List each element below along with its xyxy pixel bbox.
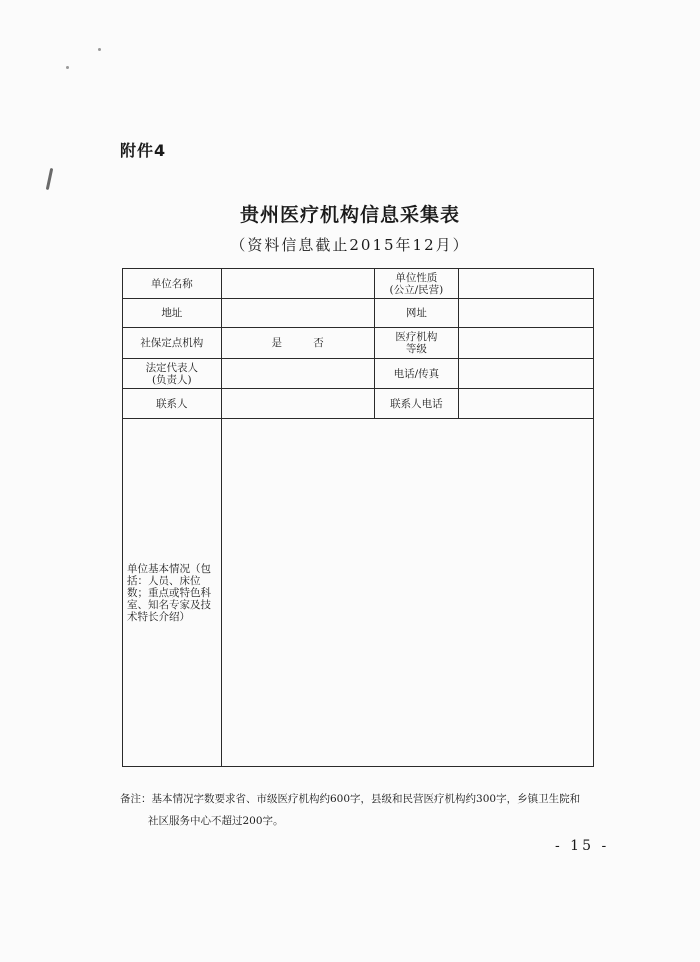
unit-nature-label bbox=[374, 269, 459, 299]
legal-rep-line1: 法定代表人 bbox=[145, 361, 199, 374]
form-title: 贵州医疗机构信息采集表 bbox=[239, 204, 460, 226]
basic-info-field[interactable] bbox=[221, 419, 593, 767]
level-field[interactable] bbox=[459, 328, 594, 359]
website-field[interactable] bbox=[459, 299, 594, 328]
unit-nature-line1: 单位性质 bbox=[395, 271, 438, 284]
footnote bbox=[120, 788, 610, 832]
basic-info-label: 单位基本情况（包括：人员、床位数；重点或特色科室、知名专家及技术特长介绍） bbox=[123, 419, 222, 767]
legal-rep-line2: (负责人) bbox=[151, 373, 192, 386]
unit-nature-field[interactable] bbox=[459, 269, 594, 299]
level-line1: 医疗机构 bbox=[395, 331, 438, 343]
contact-field[interactable] bbox=[221, 389, 374, 419]
address-label: 地址 bbox=[123, 299, 222, 328]
level-label bbox=[374, 328, 459, 359]
contact-phone-field[interactable] bbox=[459, 389, 594, 419]
level-line2: 等级 bbox=[405, 343, 427, 355]
social-insurance-yes-no[interactable]: 是 否 bbox=[221, 328, 374, 359]
phone-fax-field[interactable] bbox=[459, 359, 594, 389]
contact-label: 联系人 bbox=[123, 389, 222, 419]
unit-nature-line2: (公立/民营) bbox=[389, 283, 444, 296]
address-field[interactable] bbox=[221, 299, 374, 328]
social-insurance-label: 社保定点机构 bbox=[123, 328, 222, 359]
scan-speck bbox=[98, 48, 101, 51]
attachment-label: 附件4 bbox=[120, 141, 167, 160]
website-label: 网址 bbox=[374, 299, 459, 328]
unit-name-label: 单位名称 bbox=[123, 269, 222, 299]
scan-mark bbox=[46, 168, 54, 190]
page-number: - 15 - bbox=[555, 838, 610, 854]
footnote-line1: 备注：基本情况字数要求省、市级医疗机构约600字，县级和民营医疗机构约300字，乡镇卫生院和 bbox=[120, 793, 581, 805]
phone-fax-label: 电话/传真 bbox=[374, 359, 459, 389]
scan-speck bbox=[66, 66, 69, 69]
contact-phone-label: 联系人电话 bbox=[374, 389, 459, 419]
legal-rep-field[interactable] bbox=[221, 359, 374, 389]
footnote-line2: 社区服务中心不超过200字。 bbox=[148, 815, 284, 827]
unit-name-field[interactable] bbox=[221, 269, 374, 299]
legal-rep-label bbox=[123, 359, 222, 389]
info-collection-table bbox=[122, 268, 594, 767]
form-subtitle: （资料信息截止2015年12月） bbox=[230, 236, 470, 254]
